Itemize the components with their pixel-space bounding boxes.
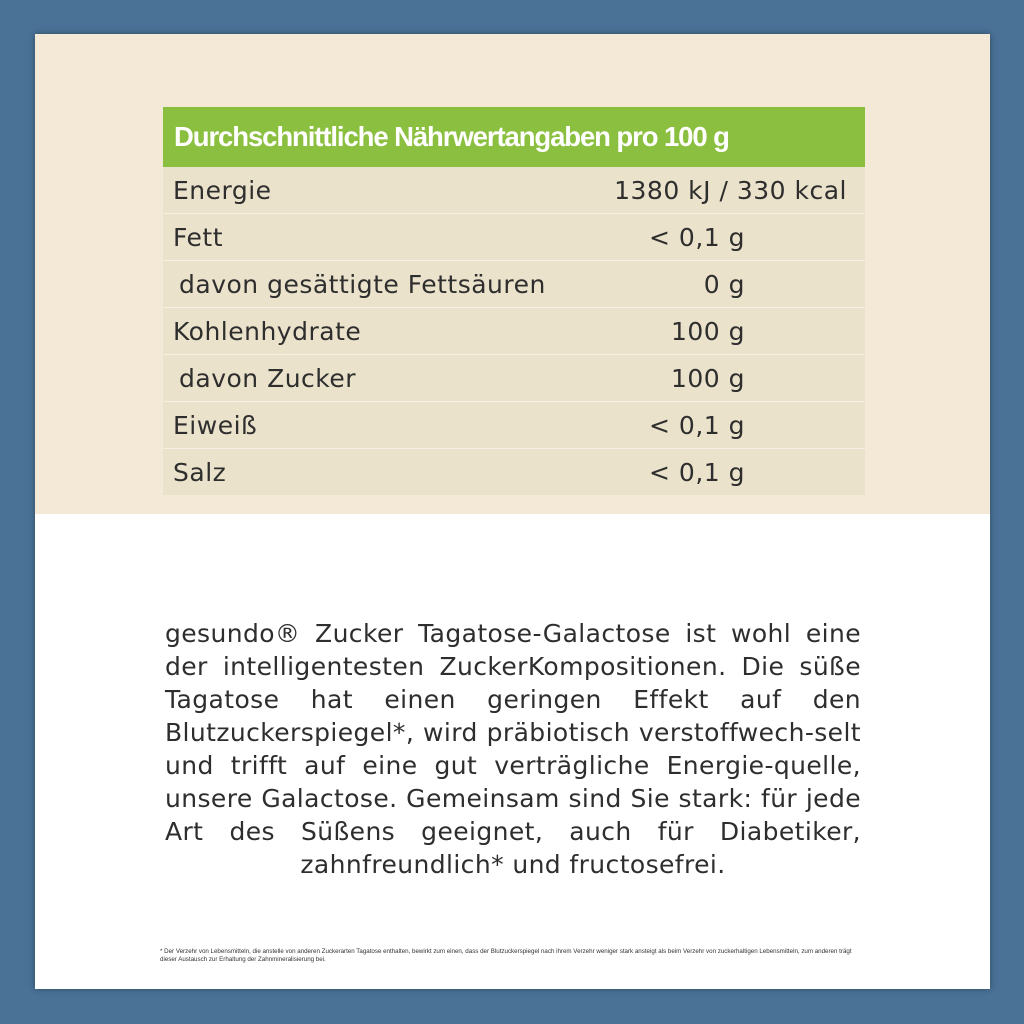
row-label-sugar: davon Zucker (179, 364, 357, 393)
nutrition-panel (35, 34, 990, 514)
table-row (163, 449, 865, 495)
row-value-saturated-fat: 0 g (703, 270, 745, 299)
table-row (163, 402, 865, 449)
row-value-carbohydrates: 100 g (670, 317, 745, 346)
row-label-protein: Eiweiß (173, 411, 258, 440)
row-value-fat: < 0,1 g (649, 223, 745, 252)
row-label-saturated-fat: davon gesättigte Fettsäuren (179, 270, 546, 299)
row-value-salt: < 0,1 g (649, 458, 745, 487)
table-row (163, 261, 865, 308)
nutrition-table (163, 107, 865, 495)
row-value-energy: 1380 kJ / 330 kcal (614, 176, 847, 205)
row-label-energy: Energie (173, 176, 272, 205)
row-value-sugar: 100 g (670, 364, 745, 393)
row-label-fat: Fett (173, 223, 223, 252)
table-row (163, 214, 865, 261)
table-row (163, 355, 865, 402)
table-row (163, 167, 865, 214)
product-info-card (35, 34, 990, 989)
row-value-protein: < 0,1 g (649, 411, 745, 440)
product-description: gesundo® Zucker Tagatose-Galactose ist wohl eine der intelligentesten ZuckerKompositionen. Die süße Tagatose hat einen geringen Effekt auf den Blutzuckerspiegel*, wird präbiotisch verstoffwech-selt und trifft auf eine gut verträgliche Energie-quelle, unsere Galactose. Gemeinsam sind Sie stark: für jede Art des Süßens geeignet, auch für Diabetiker, zahnfreundlich* und fructosefrei. (165, 619, 861, 879)
nutrition-table-header: Durchschnittliche Nährwertangaben pro 100 g (163, 107, 865, 167)
table-row (163, 308, 865, 355)
row-label-carbohydrates: Kohlenhydrate (173, 317, 362, 346)
row-label-salt: Salz (173, 458, 227, 487)
footnote: * Der Verzehr von Lebensmitteln, die anstelle von anderen Zuckerarten Tagatose enthalten, bewirkt zum einen, dass der Blutzuckerspiegel nach ihrem Verzehr weniger stark ansteigt als beim Verzehr von zuckerhaltigen Lebensmitteln, zum anderen trägt dieser Austausch zur Erhaltung der Zahnmineralisierung bei. (160, 948, 852, 964)
